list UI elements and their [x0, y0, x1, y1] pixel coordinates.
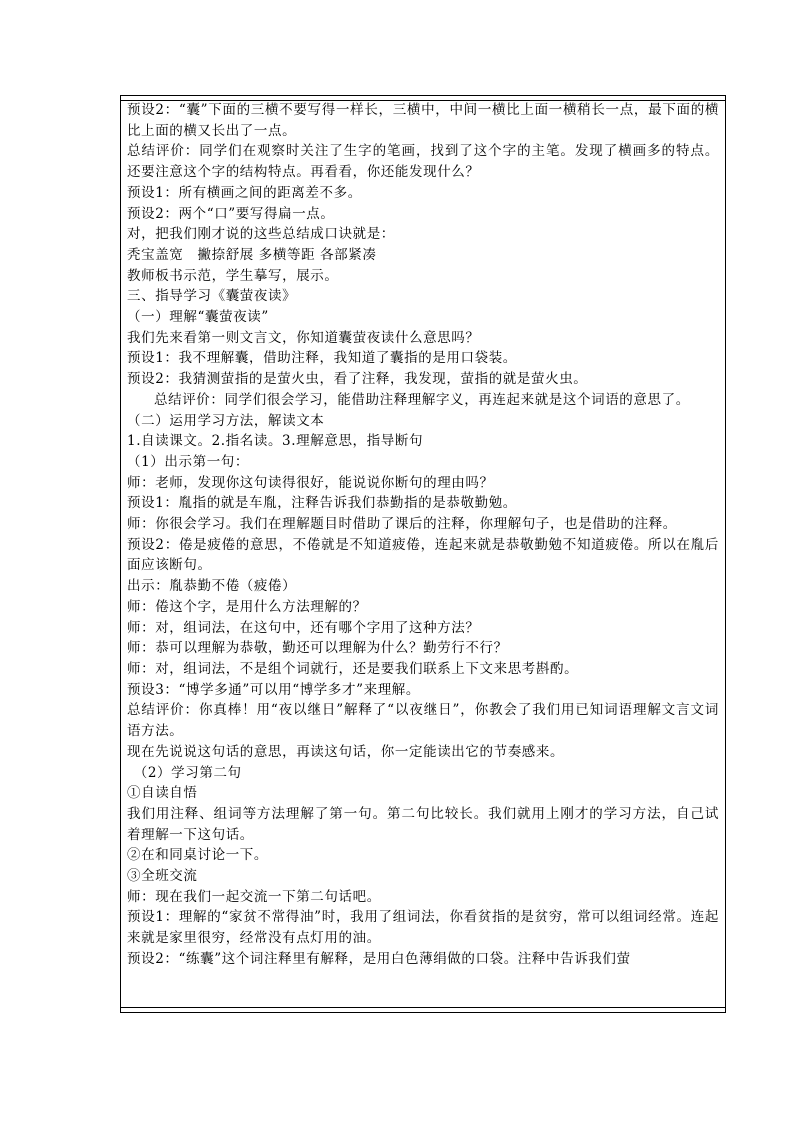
- text-line: 师：倦这个字，是用什么方法理解的？: [127, 598, 367, 615]
- text-line: 预设3：“博学多通”可以用“博学多才”来理解。: [127, 681, 420, 698]
- text-line: 预设2：“囊”下面的三横不要写得一样长，三横中，中间一横比上面一横稍长一点，最下面的横比上面的横又长出了一点。: [127, 102, 719, 139]
- text-line: 预设1：所有横画之间的距离差不多。: [127, 184, 362, 201]
- text-line: 师：恭可以理解为恭敬，勤还可以理解为什么？勤劳行不行？: [127, 640, 508, 657]
- text-line: 总结评价：同学们在观察时关注了生字的笔画，找到了这个字的主笔。发现了横画多的特点。还要注意这个字的结构特点。再看看，你还能发现什么？: [127, 143, 719, 181]
- text-line: 现在先说说这句话的意思，再读这句话，你一定能读出它的节奏感来。: [127, 743, 565, 760]
- text-line: 出示：胤恭勤不倦（疲倦）: [127, 578, 297, 595]
- text-line: （2）学习第二句: [133, 764, 242, 781]
- text-line: 预设2：“练囊”这个词注释里有解释，是用白色薄绢做的口袋。注释中告诉我们萤: [127, 950, 631, 967]
- text-line: 师：老师，发现你这句读得很好，能说说你断句的理由吗？: [127, 474, 494, 491]
- text-line: 师：现在我们一起交流一下第二句话吧。: [127, 888, 381, 905]
- text-line: 预设2：我猜测萤指的是萤火虫，看了注释，我发现，萤指的就是萤火虫。: [127, 371, 588, 388]
- table-cell: [120, 95, 726, 1013]
- text-line: （一）理解“囊萤夜读”: [127, 309, 269, 326]
- text-line: 预设2：倦是疲倦的意思，不倦就是不知道疲倦，连起来就是恭敬勤勉不知道疲倦。所以在胤后面应该断句。: [127, 536, 719, 574]
- text-line: 我们先来看第一则文言文，你知道囊萤夜读什么意思吗？: [127, 329, 480, 346]
- text-line: ③全班交流: [127, 868, 198, 885]
- text-line: 总结评价：你真棒！用“夜以继日”解释了“以夜继日”，你教会了我们用已知词语理解文言文词语方法。: [127, 702, 719, 740]
- text-line: 预设2：两个“口”要写得扁一点。: [127, 205, 335, 222]
- text-line: 我们用注释、组词等方法理解了第一句。第二句比较长。我们就用上刚才的学习方法，自己试着理解一下这句话。: [127, 805, 719, 843]
- text-line: 对，把我们刚才说的这些总结成口诀就是：: [127, 226, 395, 243]
- text-line: ①自读自悟: [127, 785, 198, 802]
- lesson-plan-text: [127, 100, 719, 970]
- text-line: 预设1：理解的“家贫不常得油”时，我用了组词法，你看贫指的是贫穷，常可以组词经常。连起来就是家里很穷，经常没有点灯用的油。: [127, 909, 719, 947]
- text-line: 1.自读课文。2.指名读。3.理解意思，指导断句: [127, 433, 424, 450]
- text-line: ②在和同桌讨论一下。: [127, 847, 268, 864]
- text-line: （二）运用学习方法，解读文本: [127, 412, 325, 429]
- text-line: 师：对，组词法，不是组个词就行，还是要我们联系上下文来思考斟酌。: [127, 660, 579, 677]
- text-line: （1）出示第一句：: [127, 453, 249, 470]
- text-line: 师：对，组词法，在这句中，还有哪个字用了这种方法？: [127, 619, 480, 636]
- text-line: 师：你很会学习。我们在理解题目时借助了课后的注释，你理解句子，也是借助的注释。: [127, 516, 677, 533]
- text-line: 秃宝盖宽 撇捺舒展 多横等距 各部紧凑: [127, 246, 377, 263]
- text-line: 预设1：胤指的就是车胤，注释告诉我们恭勤指的是恭敬勤勉。: [127, 495, 517, 512]
- text-line: 总结评价：同学们很会学习，能借助注释理解字义，再连起来就是这个词语的意思了。: [154, 391, 690, 408]
- text-line: 预设1：我不理解囊，借助注释，我知道了囊指的是用口袋装。: [127, 350, 517, 367]
- text-line: 教师板书示范，学生摹写，展示。: [127, 267, 339, 284]
- text-line: 三、指导学习《囊萤夜读》: [127, 288, 297, 305]
